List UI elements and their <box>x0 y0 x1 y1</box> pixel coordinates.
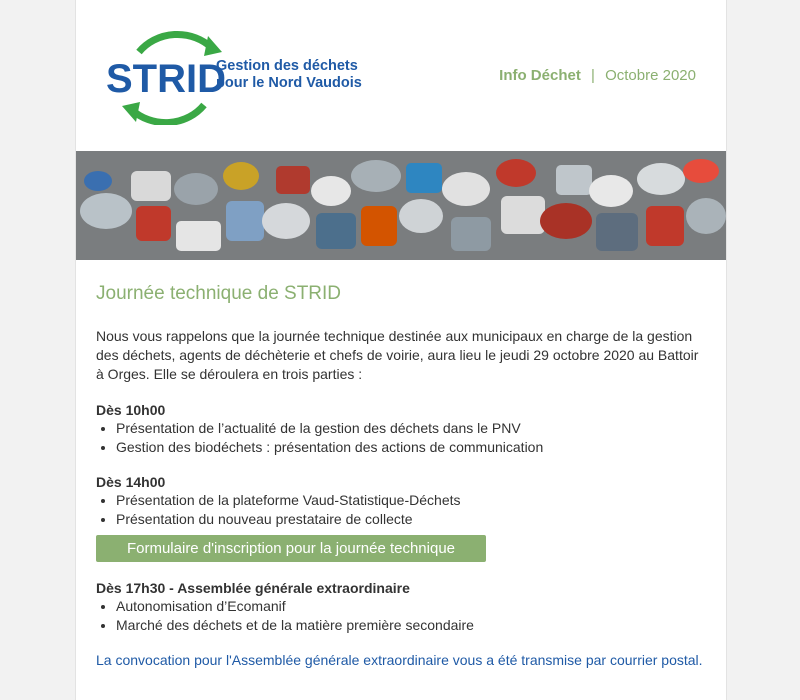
newsletter-card <box>75 0 727 700</box>
article-title: Journée technique de STRID <box>96 283 342 304</box>
logo-tagline <box>216 58 362 92</box>
session-list-3 <box>96 597 708 635</box>
article-intro: Nous vous rappelons que la journée technique destinée aux municipaux en charge de la gestion des déchets, agents de déchèterie et chefs de voirie, aura lieu le jeudi 29 octobre 2020 au Battoir à Orges. Elle se déroulera en trois parties : <box>96 328 699 382</box>
session-heading-3: Dès 17h30 - Assemblée générale extraordinaire <box>96 580 410 596</box>
logo-word: STRID <box>106 57 226 101</box>
session-heading-2: Dès 14h00 <box>96 474 166 490</box>
session-list-1 <box>96 419 708 457</box>
registration-form-button[interactable]: Formulaire d'inscription pour la journée technique <box>96 535 486 562</box>
list-item: • Autonomisation d’Ecomanif <box>116 597 708 616</box>
session-heading-1: Dès 10h00 <box>96 402 166 418</box>
recycled-cans-image <box>76 151 726 260</box>
issue-separator: | <box>591 67 595 84</box>
convocation-note: La convocation pour l'Assemblée générale extraordinaire vous a été transmise par courrier postal. <box>96 652 703 668</box>
list-item: • Présentation de l’actualité de la gestion des déchets dans le PNV <box>116 419 708 438</box>
session-list-2 <box>96 491 708 529</box>
issue-info <box>499 67 696 84</box>
list-item: • Présentation de la plateforme Vaud-Statistique-Déchets <box>116 491 708 510</box>
list-item: • Marché des déchets et de la matière première secondaire <box>116 616 708 635</box>
logo-tagline-line2: pour le Nord Vaudois <box>216 75 362 91</box>
issue-label: Info Déchet <box>499 67 581 84</box>
list-item: • Présentation du nouveau prestataire de collecte <box>116 510 708 529</box>
logo-tagline-line1: Gestion des déchets <box>216 58 358 74</box>
list-item: • Gestion des biodéchets : présentation des actions de communication <box>116 438 708 457</box>
issue-date: Octobre 2020 <box>605 67 696 84</box>
newsletter-header <box>76 0 726 150</box>
article-content <box>96 283 708 668</box>
